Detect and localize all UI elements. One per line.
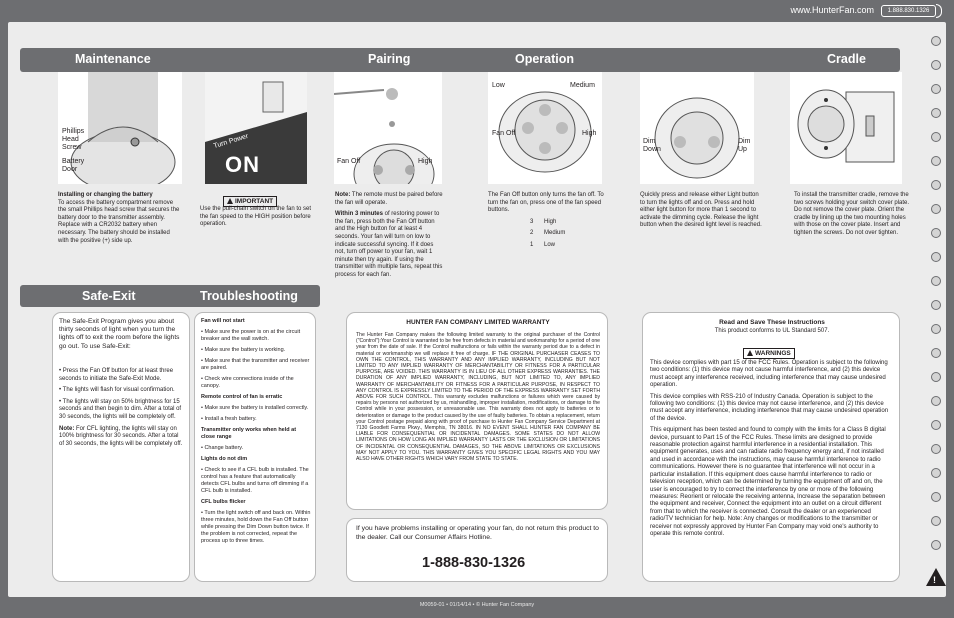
within-label: Within 3 minutes xyxy=(335,211,383,218)
cradle-body: To install the transmitter cradle, remove the two screws holding your switch cover plate. Do not remove the cover plate. Orient the cradle by lining up the two mounting holes with those on the cover plate. Insert and tighten the screws. Do not over tighten. xyxy=(794,192,910,236)
website-link[interactable]: www.HunterFan.com xyxy=(790,5,874,15)
binder-rings xyxy=(923,22,948,597)
speed-number: 1 xyxy=(530,241,534,248)
speed-item xyxy=(530,219,608,227)
speed-number: 3 xyxy=(530,218,534,225)
ring-icon xyxy=(931,324,941,334)
ring-icon xyxy=(931,204,941,214)
ring-icon xyxy=(931,396,941,406)
label-phillips: Phillips xyxy=(62,128,85,135)
safe-exit-bullet: • The lights will stay on 50% brightness for 15 seconds and then begin to dim. After a total of 30 seconds, the lights will be completely off. xyxy=(59,398,182,420)
maintenance-text xyxy=(58,192,182,245)
safety-title: Read and Save These Instructions xyxy=(719,319,825,326)
speed-number: 2 xyxy=(530,230,534,237)
label-high: High xyxy=(582,130,597,137)
warnings-badge xyxy=(743,342,795,360)
warning-triangle-icon xyxy=(926,568,946,586)
safe-exit-title: Safe-Exit xyxy=(82,289,136,303)
ring-icon xyxy=(931,252,941,262)
trouble-item: • Make sure the battery is installed correctly. xyxy=(201,405,309,411)
safety-panel xyxy=(642,312,900,582)
ring-icon xyxy=(931,372,941,382)
ring-icon xyxy=(931,60,941,70)
ring-icon xyxy=(931,540,941,550)
safe-exit-note: For CFL lighting, the lights will stay on 100% brightness for 30 seconds. After a total of 30 seconds, the lights will be completely off. xyxy=(59,425,183,447)
footer-code: M0059-01 • 01/14/14 • © Hunter Fan Company xyxy=(419,602,535,608)
trouble-heading: Transmitter only works when held at close range xyxy=(201,427,297,440)
phone-badge: 1.888.830.1326 xyxy=(881,5,936,17)
label-fan-off: Fan Off xyxy=(492,130,516,137)
trouble-item: • Check wire connections inside of the canopy. xyxy=(201,376,294,389)
warnings-label: WARNINGS xyxy=(755,350,791,357)
trouble-item: • Make sure that the transmitter and receiver are paired. xyxy=(201,358,310,371)
label-low: Low xyxy=(492,82,505,89)
speed-label: Low xyxy=(544,241,556,248)
pairing-text xyxy=(335,192,445,284)
operation-body: The Fan Off button only turns the fan off. To turn the fan on, press one of the fan speed buttons. xyxy=(488,192,604,214)
note-label: Note: xyxy=(335,192,351,198)
warranty-title: HUNTER FAN COMPANY LIMITED WARRANTY xyxy=(406,319,550,326)
safe-exit-bullet: • The lights will flash for visual confirmation. xyxy=(59,387,175,394)
trouble-item: • Make sure the power is on at the circuit breaker and the wall switch. xyxy=(201,329,301,342)
label-medium: Medium xyxy=(570,82,595,89)
wall-plate-cradle-icon xyxy=(790,72,902,184)
note-label: Note: xyxy=(59,425,75,432)
important-label: IMPORTANT xyxy=(235,198,274,205)
pull-chain-body: Use the pull-chain switch on the fan to set the fan speed to the HIGH position before operation. xyxy=(200,206,312,228)
ring-icon xyxy=(931,36,941,46)
maintenance-title: Maintenance xyxy=(75,52,151,66)
operation-title: Operation xyxy=(515,52,575,66)
ring-icon xyxy=(931,156,941,166)
speed-label: Medium xyxy=(544,230,566,237)
warranty-body: The Hunter Fan Company makes the following limited warranty to the original purchaser of the Control ("Control"):Your Control is warranted to be free from defects in material and workmanship for a period of one year from the date of sale. If the Control malfunctions or fails within the warranty period due to a defect in material or workmanship we will replace it free of charge. IF THE ORIGINAL PURCHASER CEASES TO OWN THE CONTROL, THIS WARRANTY AND ANY IMPLIED WARRANTY, INCLUDING BUT NOT LIMITED TO ANY IMPLIED WARRANTY OF MERCHANTABILITY OR FITNESS FOR A PARTICULAR PURPOSE, ARE VOIDED. THIS WARRANTY IS IN LIEU OF ALL OTHER EXPRESS WARRANTIES. THE DURATION OF ANY IMPLIED WARRANTY, INCLUDING, BUT NOT LIMITED TO, ANY IMPLIED WARRANTY OF MERCHANTABILITY OR FITNESS FOR A PARTICULAR PURPOSE, IN RESPECT TO ANY CONTROL IS EXPRESSLY LIMITED TO THE PERIOD OF THE EXPRESS WARRANTY SET FORTH ABOVE FOR SUCH CONTROL. This warranty excludes malfunctions or failures which were caused by repairs by persons not authorized by us, mishandling, improper installation, modifications, or damage to the Control while in your possession, or unreasonable use. This warranty does not apply to batteries or to deterioration or damage to the product caused by the use of faulty batteries. To obtain a replacement, return your Control postage prepaid along with proof of purchase to Hunter Fan Company Service Department at 7130 Goodlett Farms Pkwy., Memphis, TN 38016. IN NO EVENT SHALL HUNTER FAN COMPANY BE LIABLE FOR CONSEQUENTIAL OR INCIDENTAL DAMAGES. SOME STATES DO NOT ALLOW LIMITATIONS ON HOW LONG AN IMPLIED WARRANTY LASTS OR THE EXCLUSION OR LIMITATIONS OF INCIDENTAL OR CONSEQUENTIAL DAMAGES, SO THE ABOVE LIMITATIONS OR EXCLUSIONS MAY NOT APPLY TO YOU. THIS WARRANTY GIVES YOU SPECIFIC LEGAL RIGHTS AND YOU MAY ALSO HAVE OTHER RIGHTS WHICH VARY FROM STATE TO STATE. xyxy=(356,332,600,463)
label-door: Door xyxy=(62,166,78,173)
cradle-title: Cradle xyxy=(827,52,866,66)
pull-chain-illustration xyxy=(205,72,307,184)
remote-back-illustration xyxy=(58,72,182,184)
contact-panel xyxy=(346,518,608,582)
trouble-heading: Fan will not start xyxy=(201,318,245,324)
remote-light-buttons-icon xyxy=(640,72,754,184)
ring-icon xyxy=(931,444,941,454)
speed-list xyxy=(530,219,608,250)
operation-illustration xyxy=(488,72,602,184)
troubleshooting-list xyxy=(201,318,311,549)
speed-item xyxy=(530,242,608,250)
light-body: Quickly press and release either Light button to turn the lights off and on. Press and hold either light button for more than 1 second to activate the dimming cycle. Release the light button when the desired light level is reached. xyxy=(640,192,762,229)
ring-icon xyxy=(931,420,941,430)
trouble-item: • Check to see if a CFL bulb is installed. The control has a feature that automatically detects CFL bulbs and turns off dimming if a CFL bulb is installed. xyxy=(201,467,309,494)
ring-icon xyxy=(931,132,941,142)
top-title-band xyxy=(20,48,900,72)
warning-triangle-icon xyxy=(747,350,753,356)
trouble-item: • Install a fresh battery. xyxy=(201,416,257,422)
rss-paragraph: This device complies with RSS-210 of Industry Canada. Operation is subject to the following two conditions: (1) this device may not cause interference, and (2) this device must accept any interference, including interference that may cause undesired operation of the device. xyxy=(650,392,889,422)
cradle-illustration xyxy=(790,72,902,184)
warning-triangle-icon xyxy=(227,198,233,204)
speed-label: High xyxy=(544,218,557,225)
trouble-item: • Change battery. xyxy=(201,445,244,451)
remote-buttons-icon xyxy=(334,72,442,184)
fcc-text xyxy=(650,359,894,541)
ring-icon xyxy=(931,516,941,526)
trouble-heading: Lights do not dim xyxy=(201,456,248,462)
operation-text xyxy=(488,192,608,250)
hotline-number: 1-888-830-1326 xyxy=(422,555,526,571)
page-curl-icon xyxy=(936,4,942,18)
speed-item xyxy=(530,230,608,238)
pairing-instructions: of restoring power to the fan, press both the Fan Off button and the High button for at least 4 seconds. Your fan will turn on low to indicate successful syncing. If it does not, turn off power to your fan, wait 1 minute then try again. If using the transmitter with multiple fans, repeat this process for each fan. xyxy=(335,211,443,278)
safe-exit-bullets xyxy=(59,368,183,452)
class-b-paragraph: This equipment has been tested and found to comply with the limits for a Class B digital device, pursuant to Part 15 of the FCC Rules. These limits are designed to provide reasonable protection against harmful interference in a residential installation. This equipment generates, uses and can radiate radio frequency energy and, if not installed and used in accordance with the instructions, may cause harmful interference to radio communications. However there is no guarantee that interference will not occur in a particular installation. If this equipment does cause harmful interference to radio or television reception, which can be determined by turning the equipment off and on, the user is encouraged to try to correct the interference by one or more of the following measures: Reorient or relocate the receiving antenna, Increase the separation between the equipment and receiver, Connect the equipment into an outlet on a circuit different from that to which the receiver is connected. Consult the dealer or an experienced radio/TV technician for help. Note: Any changes or modifications to the transmitter or receiver not expressly approved by Hunter Fan Company may void one's authority to operate this remote control. xyxy=(650,426,886,537)
label-dim: Dim xyxy=(738,138,751,145)
exclamation-icon: ! xyxy=(933,575,936,585)
label-high: High xyxy=(418,158,433,165)
label-dim: Dim xyxy=(643,138,656,145)
ring-icon xyxy=(931,300,941,310)
on-text: ON xyxy=(225,152,260,177)
fcc-paragraph: This device complies with part 15 of the FCC Rules. Operation is subject to the following two conditions: (1) this device may not cause harmful interference, and (2) this device must accept any interference received, including interference that may cause undesired operation. xyxy=(650,359,888,389)
light-dim-illustration xyxy=(640,72,754,184)
label-down: Down xyxy=(643,146,661,153)
ring-icon xyxy=(931,492,941,502)
troubleshooting-panel xyxy=(194,312,316,582)
pairing-note: The remote must be paired before the fan will operate. xyxy=(335,192,443,206)
turn-power-text: Turn Power xyxy=(212,132,250,151)
pairing-illustration xyxy=(334,72,442,184)
maintenance-body: To access the battery compartment remove the small Phillips head screw that secures the battery door to the transmitter assembly. Replace with a CR2032 battery when necessary. The battery should be installed with the positive (+) side up. xyxy=(58,199,180,244)
ring-icon xyxy=(931,228,941,238)
label-battery: Battery xyxy=(62,158,85,165)
ring-icon xyxy=(931,108,941,118)
trouble-heading: Remote control of fan is erratic xyxy=(201,394,283,400)
label-fan-off: Fan Off xyxy=(337,158,361,165)
ring-icon xyxy=(931,468,941,478)
ring-icon xyxy=(931,180,941,190)
maintenance-heading: Installing or changing the battery xyxy=(58,192,153,198)
label-up: Up xyxy=(738,146,747,153)
warranty-panel xyxy=(346,312,608,510)
safe-exit-panel xyxy=(52,312,190,582)
safe-exit-intro: The Safe-Exit Program gives you about thirty seconds of light when you turn the lights off to exit the room before the lights go out. To use Safe-Exit: xyxy=(59,318,180,350)
ring-icon xyxy=(931,276,941,286)
trouble-heading: CFL bulbs flicker xyxy=(201,499,246,505)
pairing-title: Pairing xyxy=(368,52,411,66)
contact-body: If you have problems installing or operating your fan, do not return this product to the dealer. Call our Consumer Affairs Hotline. xyxy=(356,525,599,541)
label-head: Head xyxy=(62,136,79,143)
safe-exit-bullet: • Press the Fan Off button for at least three seconds to initiate the Safe-Exit Mode. xyxy=(59,368,174,382)
trouble-item: • Turn the light switch off and back on. Within three minutes, hold down the Fan Off button while pressing the Dim Down button twice. If the problem is not corrected, repeat the process up to three times. xyxy=(201,510,311,544)
ring-icon xyxy=(931,84,941,94)
top-bar xyxy=(0,0,954,22)
ring-icon xyxy=(931,348,941,358)
troubleshooting-title: Troubleshooting xyxy=(200,289,298,303)
ul-standard: This product conforms to UL Standard 507. xyxy=(714,328,830,334)
trouble-item: • Make sure the battery is working. xyxy=(201,347,286,353)
label-screw: Screw xyxy=(62,144,82,151)
